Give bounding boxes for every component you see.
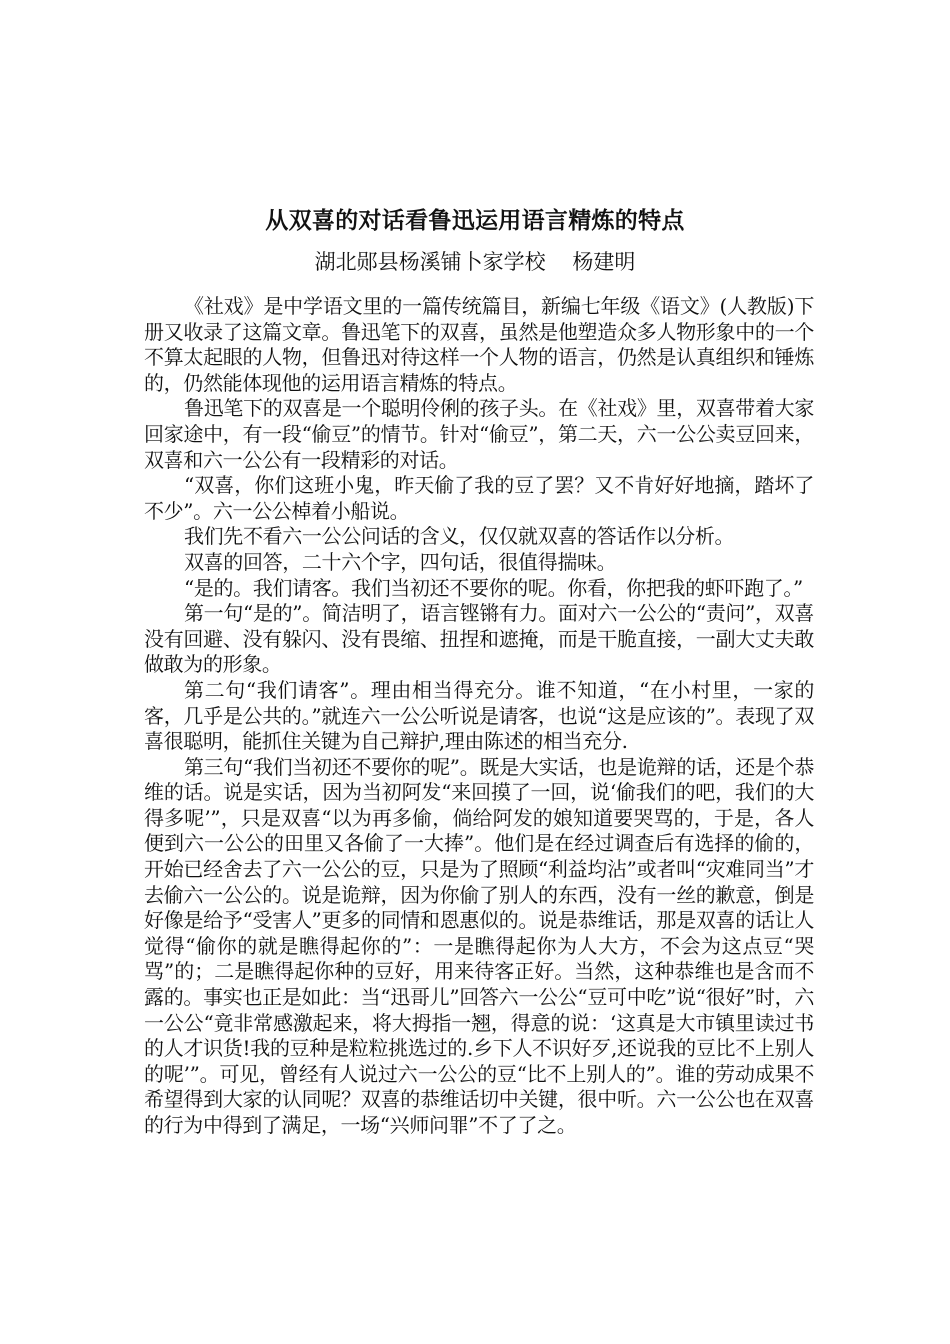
paragraph-second-sentence: 第二句“我们请客”。理由相当得充分。谁不知道，“在小村里，一家的客，几乎是公共的。”就连六一公公听说是请客，也说“这是应该的”。表现了双喜很聪明，能抓住关键为自己辩护,理由陈述的相当充分. — [144, 677, 814, 754]
paragraph-background: 鲁迅笔下的双喜是一个聪明伶俐的孩子头。在《社戏》里，双喜带着大家回家途中，有一段“偷豆”的情节。针对“偷豆”，第二天，六一公公卖豆回来，双喜和六一公公有一段精彩的对话。 — [144, 396, 814, 472]
article-body — [144, 294, 814, 1139]
paragraph-answer-summary: 双喜的回答，二十六个字，四句话，很值得揣味。 — [184, 549, 617, 574]
article-title: 从双喜的对话看鲁迅运用语言精炼的特点 — [265, 208, 685, 234]
author-byline: 湖北郧县杨溪铺卜家学校 杨建明 — [314, 250, 636, 274]
paragraph-liuyi-quote: “双喜，你们这班小鬼，昨天偷了我的豆了罢？又不肯好好地摘，踏坏了不少”。六一公公棹着小船说。 — [144, 473, 814, 523]
paragraph-first-sentence: 第一句“是的”。简洁明了，语言铿锵有力。面对六一公公的“责问”，双喜没有回避、没有躲闪、没有畏缩、扭捏和遮掩，而是干脆直接，一副大丈夫敢做敢为的形象。 — [144, 601, 814, 677]
paragraph-intro: 《社戏》是中学语文里的一篇传统篇目，新编七年级《语文》(人教版)下册又收录了这篇文章。鲁迅笔下的双喜，虽然是他塑造众多人物形象中的一个不算太起眼的人物，但鲁迅对待这样一个人物的语言，仍然是认真组织和锤炼的，仍然能体现他的运用语言精炼的特点。 — [144, 294, 814, 395]
paragraph-analysis-intro: 我们先不看六一公公问话的含义，仅仅就双喜的答话作以分析。 — [184, 524, 735, 549]
paragraph-third-sentence: 第三句“我们当初还不要你的呢”。既是大实话，也是诡辩的话，还是个恭维的话。说是实话，因为当初阿发“来回摸了一回，说‘偷我们的吧，我们的大得多呢’”，只是双喜“以为再多偷，倘给阿发的娘知道要哭骂的，于是，各人便到六一公公的田里又各偷了一大捧”。他们是在经过调查后有选择的偷的，开始已经舍去了六一公公的豆，只是为了照顾“利益均沾”或者叫“灾难同当”才去偷六一公公的。说是诡辩，因为你偷了别人的东西，没有一丝的歉意，倒是好像是给予“受害人”更多的同情和恩惠似的。说是恭维话，那是双喜的话让人觉得“偷你的就是瞧得起你的”：一是瞧得起你为人大方，不会为这点豆“哭骂”的；二是瞧得起你种的豆好，用来待客正好。当然，这种恭维也是含而不露的。事实也正是如此：当“迅哥儿”回答六一公公“豆可中吃”说“很好”时，六一公公“竟非常感激起来，将大拇指一翘，得意的说：‘这真是大市镇里读过书的人才识货!我的豆种是粒粒挑选过的.乡下人不识好歹,还说我的豆比不上别人的呢’”。可见，曾经有人说过六一公公的豆“比不上别人的”。谁的劳动成果不希望得到大家的认同呢？双喜的恭维话切中关键，很中听。六一公公也在双喜的行为中得到了满足，一场“兴师问罪”不了了之。 — [144, 754, 814, 1137]
paragraph-shuangxi-quote: “是的。我们请客。我们当初还不要你的呢。你看，你把我的虾吓跑了。” — [184, 575, 803, 600]
